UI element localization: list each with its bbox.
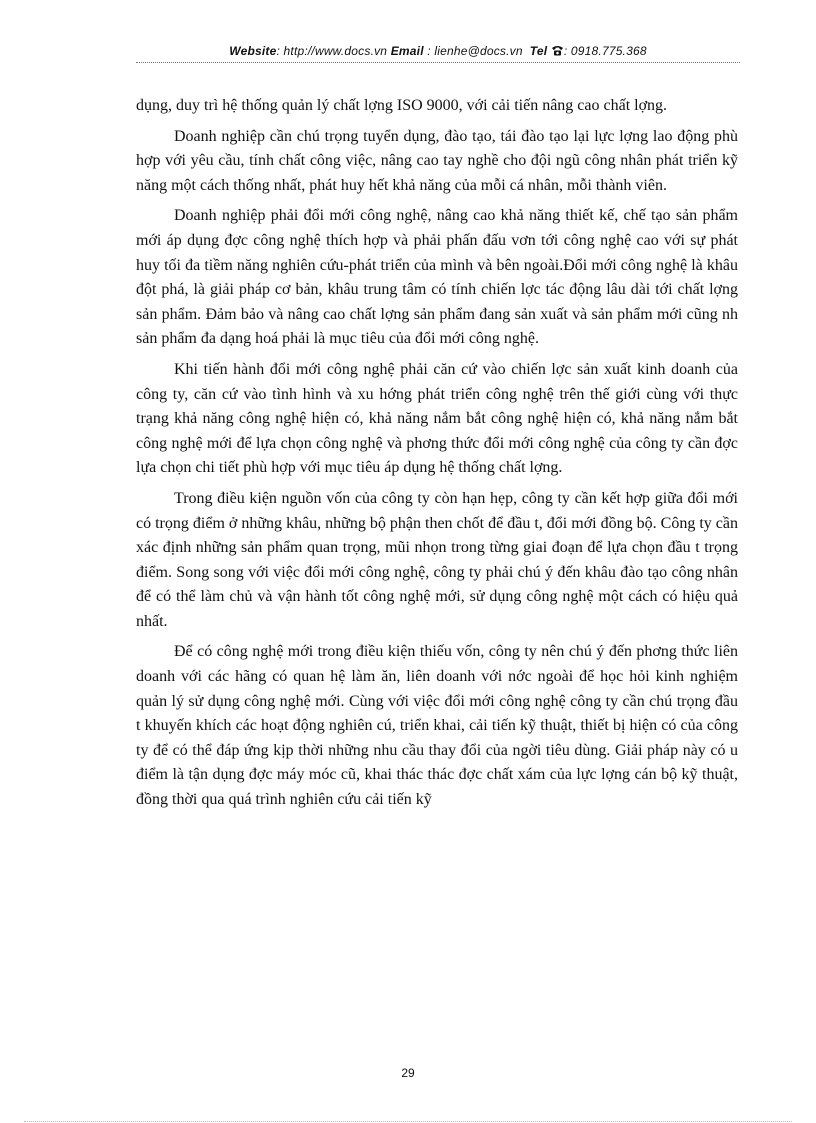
email-value: : lienhe@docs.vn bbox=[423, 44, 527, 58]
bottom-divider bbox=[24, 1121, 792, 1122]
page-header bbox=[136, 44, 740, 58]
telephone-icon bbox=[551, 45, 564, 56]
page-number: 29 bbox=[401, 1066, 415, 1080]
tel-label: Tel bbox=[529, 44, 548, 58]
paragraph: Trong điều kiện nguồn vốn của công ty còn hạn hẹp, công ty cần kết hợp giữa đổi mới có trọng điểm ở những khâu, những bộ phận then chốt để đầu t, đổi mới đồng bộ. Công ty cần xác định những sản phẩm quan trọng, mũi nhọn trong từng giai đoạn để lựa chọn đầu t trọng điểm. Song song với việc đổi mới công nghệ, công ty phải chú ý đến khâu đào tạo công nhân để có thể làm chủ và vận hành tốt công nghệ mới, sử dụng công nghệ một cách có hiệu quả nhất. bbox=[136, 489, 738, 630]
tel-value: : 0918.775.368 bbox=[563, 44, 647, 58]
paragraph: Để có công nghệ mới trong điều kiện thiếu vốn, công ty nên chú ý đến phơng thức liên doanh với các hãng có quan hệ làm ăn, liên doanh với nớc ngoài để học hỏi kinh nghiệm quản lý sử dụng công nghệ mới. Cùng với việc đổi mới công nghệ công ty cần chú trọng đầu t khuyến khích các hoạt động nghiên cú, triển khai, cải tiến kỹ thuật, thiết bị hiện có của công ty để có thể đáp ứng kịp thời những nhu cầu thay đổi của ngời tiêu dùng. Giải pháp này có u điểm là tận dụng đợc máy móc cũ, khai thác thác đợc chất xám của lực lợng cán bộ kỹ thuật, đồng thời qua quá trình nghiên cứu cải tiến kỹ bbox=[136, 643, 738, 809]
website-label: Website bbox=[229, 44, 277, 58]
paragraph: Doanh nghiệp phải đổi mới công nghệ, nâng cao khả năng thiết kế, chế tạo sản phẩm mới áp dụng đợc công nghệ thích hợp và phải phấn đấu vơn tới công nghệ cao với sự phát huy tối đa tiềm năng nghiên cứu-phát triển của mình và bên ngoài.Đổi mới công nghệ là khâu đột phá, là giải pháp cơ bản, khâu trung tâm có tính chiến lợc tác động lâu dài tới chất lợng sản phẩm. Đảm bảo và nâng cao chất lợng sản phẩm đang sản xuất và sản phẩm mới cũng nh sản phẩm đa dạng hoá phải là mục tiêu của đổi mới công nghệ. bbox=[136, 207, 738, 348]
paragraph: Doanh nghiệp cần chú trọng tuyển dụng, đào tạo, tái đào tạo lại lực lợng lao động phù hợp với yêu cầu, tính chất công việc, nâng cao tay nghề cho đội ngũ công nhân phát triển kỹ năng một cách thống nhất, phát huy hết khả năng của mỗi cá nhân, mỗi thành viên. bbox=[136, 127, 738, 194]
document-body bbox=[136, 94, 738, 819]
paragraph: Khi tiến hành đổi mới công nghệ phải căn cứ vào chiến lợc sản xuất kinh doanh của công ty, căn cứ vào tình hình và xu hớng phát triển công nghệ trên thế giới cùng với thực trạng khả năng công nghệ hiện có, khả năng nắm bắt công nghệ hiện có, khả năng nắm bắt công nghệ mới để lựa chọn công nghệ và phơng thức đổi mới công nghệ của công ty cần đợc lựa chọn chi tiết phù hợp với mục tiêu áp dụng hệ thống chất lợng. bbox=[136, 360, 738, 477]
header-divider bbox=[136, 62, 740, 63]
paragraph: dụng, duy trì hệ thống quản lý chất lợng ISO 9000, với cải tiến nâng cao chất lợng. bbox=[136, 97, 668, 114]
email-label: Email bbox=[390, 44, 424, 58]
website-value: : http://www.docs.vn bbox=[276, 44, 391, 58]
